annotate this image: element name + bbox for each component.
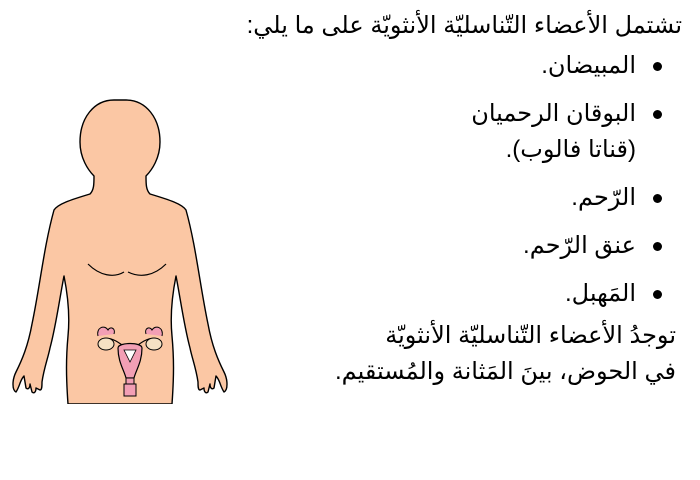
organ-label-continued: (قناتا فالوب). bbox=[505, 136, 636, 163]
organ-item-uterus bbox=[182, 180, 662, 216]
organ-label: الرّحم. bbox=[571, 184, 636, 211]
text-block bbox=[182, 8, 682, 390]
intro-heading: تشتمل الأعضاء التّناسليّة الأنثويّة على ما يلي: bbox=[246, 12, 682, 39]
ovary-right bbox=[146, 338, 162, 350]
organ-label: المبيضان. bbox=[541, 52, 636, 79]
organ-list bbox=[182, 48, 682, 312]
organ-label: المَهبل. bbox=[564, 280, 636, 307]
ovary-left bbox=[98, 338, 114, 350]
organ-item-ovaries bbox=[182, 48, 662, 84]
bullet-icon bbox=[653, 62, 662, 71]
organ-label: عنق الرّحم. bbox=[523, 232, 636, 259]
conclusion-paragraph bbox=[182, 318, 682, 390]
organ-item-cervix bbox=[182, 228, 662, 264]
conclusion-line-1: توجدُ الأعضاء التّناسليّة الأنثويّة bbox=[385, 322, 676, 349]
bullet-icon bbox=[653, 194, 662, 203]
vagina bbox=[124, 384, 136, 396]
bullet-icon bbox=[653, 290, 662, 299]
cervix bbox=[126, 378, 134, 384]
bullet-icon bbox=[653, 242, 662, 251]
bullet-icon bbox=[653, 110, 662, 119]
organ-label: البوقان الرحميان bbox=[471, 100, 636, 127]
conclusion-line-2: في الحوض، بينَ المَثانة والمُستقيم. bbox=[334, 358, 676, 385]
organ-item-vagina bbox=[182, 276, 662, 312]
organ-item-fallopian-tubes bbox=[182, 96, 662, 168]
